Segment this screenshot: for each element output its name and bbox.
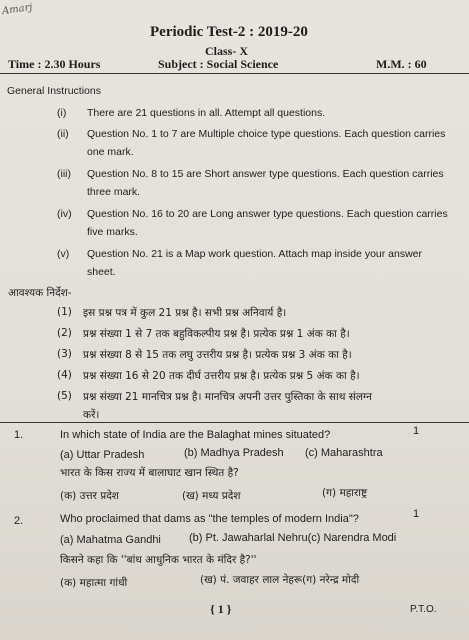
hindi-instruction-text: प्रश्न संख्या 1 से 7 तक बहुविकल्पीय प्रश्न है। प्रत्येक प्रश्न 1 अंक का है।: [83, 328, 350, 340]
hindi-instruction-num: (2): [57, 327, 72, 339]
hindi-instruction-num: (3): [57, 348, 72, 360]
instruction-text: one mark.: [87, 146, 134, 158]
hindi-instruction-text: प्रश्न संख्या 8 से 15 तक लघु उत्तरीय प्रश्न है। प्रत्येक प्रश्न 3 अंक का है।: [83, 349, 352, 361]
question-text: In which state of India are the Balaghat mines situated?: [60, 429, 331, 441]
hindi-instruction-text: प्रश्न संख्या 16 से 20 तक दीर्घ उत्तरीय प्रश्न है। प्रत्येक प्रश्न 5 अंक का है।: [83, 370, 360, 382]
general-instructions-heading: General Instructions: [7, 85, 101, 97]
answer-option: (a) Mahatma Gandhi: [60, 534, 161, 546]
instructions-divider: [0, 422, 469, 423]
instruction-text: Question No. 16 to 20 are Long answer type questions. Each question carries: [87, 208, 448, 220]
question-text: Who proclaimed that dams as "the temples of modern India"?: [60, 513, 359, 525]
pto-label: P.T.O.: [410, 604, 437, 615]
instruction-num: (iv): [57, 208, 72, 220]
instruction-text: five marks.: [87, 226, 138, 238]
hindi-instruction-text: करें।: [83, 409, 100, 421]
hindi-instruction-num: (5): [57, 390, 72, 402]
hindi-answer-option: (ग) महाराष्ट्र: [322, 487, 368, 499]
instruction-num: (i): [57, 107, 67, 119]
question-marks: 1: [413, 508, 420, 520]
hindi-answer-option: (क) उत्तर प्रदेश: [60, 490, 119, 502]
hindi-instruction-num: (1): [57, 306, 72, 318]
hindi-instruction-text: इस प्रश्न पत्र में कुल 21 प्रश्न है। सभी प्रश्न अनिवार्य है।: [83, 307, 287, 319]
instruction-num: (ii): [57, 128, 69, 140]
answer-option: (a) Uttar Pradesh: [60, 449, 145, 461]
hindi-answer-option: (ख) मध्य प्रदेश: [182, 490, 241, 502]
hindi-question-text: भारत के किस राज्य में बालाघाट खान स्थित है?: [60, 467, 239, 479]
handwritten-note: Amarj: [1, 1, 34, 18]
instruction-text: Question No. 1 to 7 are Multiple choice type questions. Each question carries: [87, 128, 446, 140]
instruction-num: (iii): [57, 168, 71, 180]
hindi-instruction-text: प्रश्न संख्या 21 मानचित्र प्रश्न है। मानचित्र अपनी उत्तर पुस्तिका के साथ संलग्न: [83, 391, 372, 403]
hindi-instructions-heading: आवश्यक निर्देश-: [8, 287, 72, 299]
hindi-question-text: किसने कहा कि ''बांध आधुनिक भारत के मंदिर है?'': [60, 554, 257, 566]
hindi-answer-option: (ख) पं. जवाहर लाल नेहरू(ग) नरेन्द्र मोदी: [200, 574, 360, 586]
question-number: 2.: [14, 515, 24, 527]
hindi-answer-option: (क) महात्मा गांधी: [60, 577, 128, 589]
time-label: Time : 2.30 Hours: [8, 57, 101, 71]
instruction-text: sheet.: [87, 266, 116, 278]
max-marks-label: M.M. : 60: [376, 57, 427, 71]
page-number: { 1 }: [210, 602, 232, 616]
instruction-num: (v): [57, 248, 70, 260]
question-number: 1.: [14, 429, 24, 441]
answer-option: (b) Madhya Pradesh: [184, 447, 284, 459]
instruction-text: Question No. 21 is a Map work question. Attach map inside your answer: [87, 248, 423, 260]
header-divider: [0, 73, 469, 74]
hindi-instruction-num: (4): [57, 369, 72, 381]
answer-option: (b) Pt. Jawaharlal Nehru(c) Narendra Modi: [189, 532, 397, 544]
paper-title: Periodic Test-2 : 2019-20: [150, 24, 308, 40]
instruction-text: three mark.: [87, 186, 141, 198]
question-marks: 1: [413, 425, 420, 437]
instruction-text: Question No. 8 to 15 are Short answer type questions. Each question carries: [87, 168, 444, 180]
instruction-text: There are 21 questions in all. Attempt all questions.: [87, 107, 326, 119]
class-label: Class- X: [205, 44, 249, 58]
answer-option: (c) Maharashtra: [305, 447, 383, 459]
subject-label: Subject : Social Science: [158, 57, 279, 71]
